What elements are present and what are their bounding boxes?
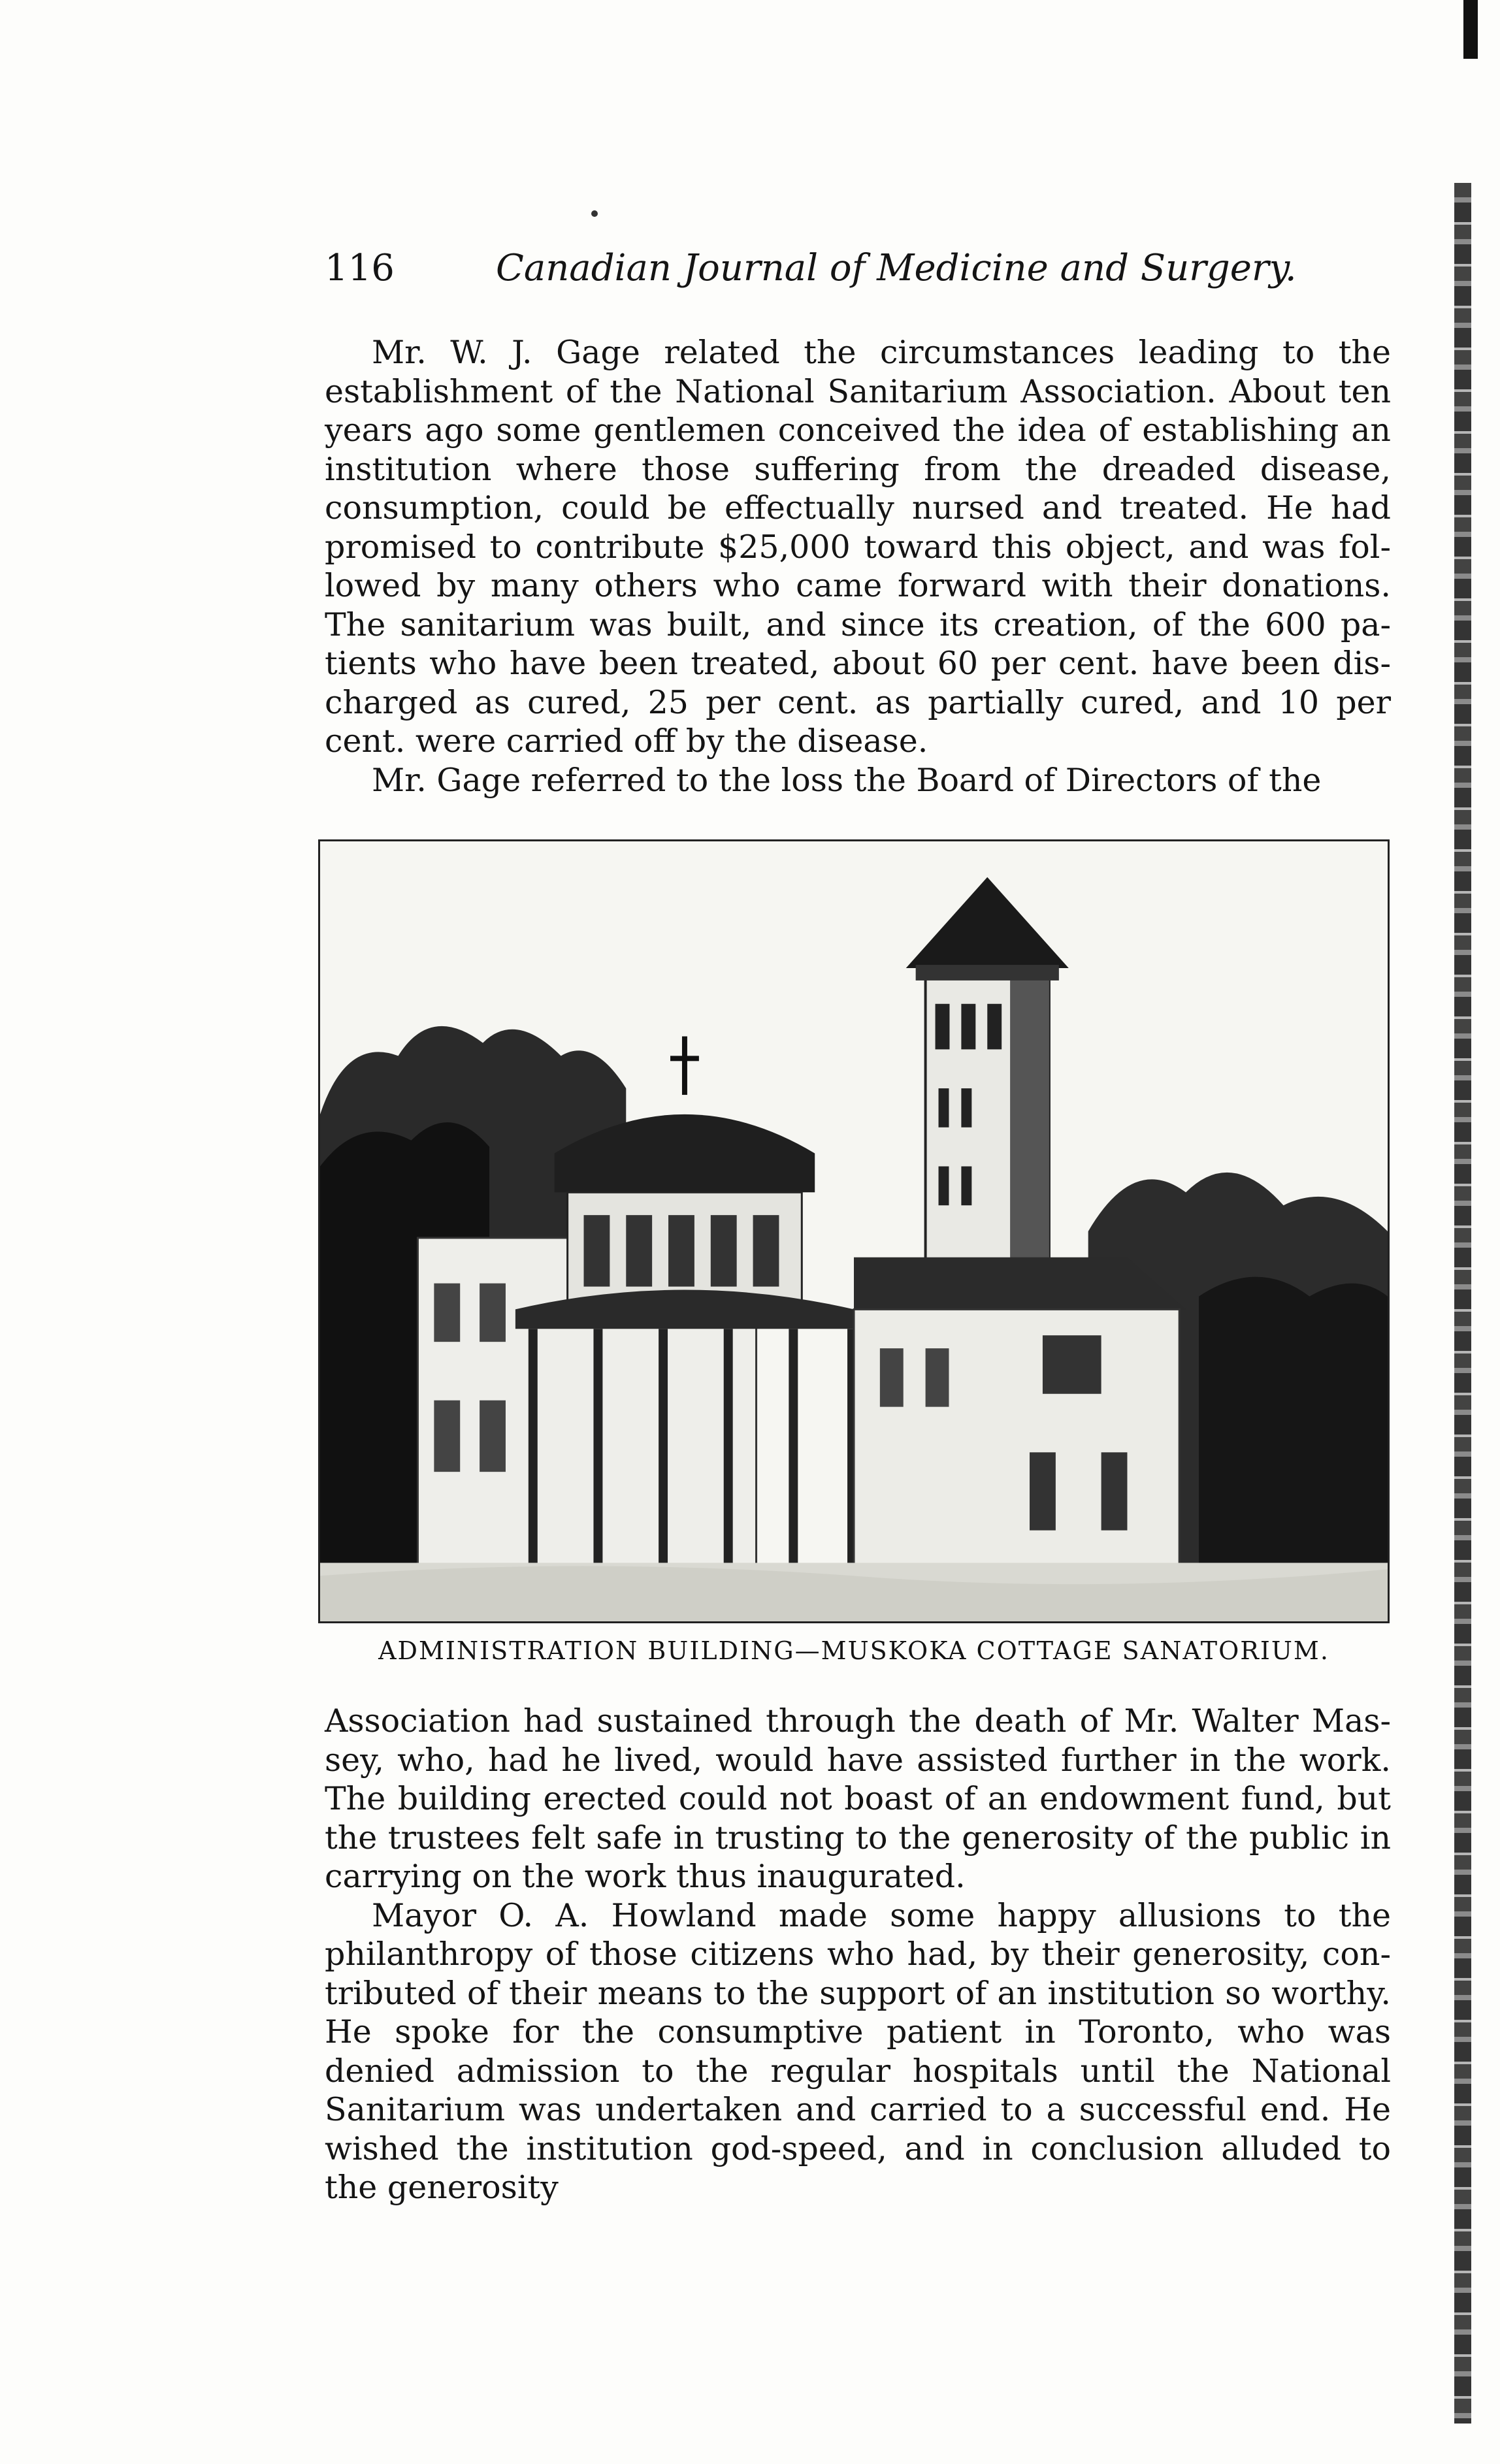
- running-head: [325, 247, 1396, 299]
- sanatorium-photograph: [318, 839, 1390, 1623]
- paragraph-gage-loss: Mr. Gage referred to the loss the Board of Directors of the: [372, 761, 1322, 799]
- article-text-bottom: [325, 1702, 1391, 2207]
- page-edge-shadow: [1454, 183, 1471, 2423]
- building-illustration: [320, 841, 1388, 1621]
- paragraph-mayor-howland: Mayor O. A. Howland made some happy allusions to the philanthropy of those citizens who had, by their generosity, contributed of their means to the support of an institution so worthy. He spoke for the consumptive patient in Toronto, who was denied admission to the regular hospitals until the National Sanitarium was undertaken and carried to a successful end. He wished the institution god-speed, and in conclusion alluded to the generosity: [325, 1896, 1391, 2206]
- journal-title: Canadian Journal of Medicine and Surgery.: [496, 247, 1297, 289]
- paragraph-association-loss: Association had sustained through the death of Mr. Walter Massey, who, had he lived, would have assisted further in the work. The building erected could not boast of an endowment fund, but the trustees felt safe in trusting to the generosity of the public in carrying on the work thus inaugurated.: [325, 1702, 1391, 1895]
- article-text-top: [325, 333, 1391, 800]
- figure-caption: ADMINISTRATION BUILDING—MUSKOKA COTTAGE SANATORIUM.: [378, 1636, 1329, 1665]
- page-number: 116: [325, 247, 395, 289]
- print-speck: [591, 210, 598, 217]
- page-edge-mark: [1463, 0, 1478, 59]
- paragraph-gage-history: Mr. W. J. Gage related the circumstances leading to the establishment of the National Sanitarium Association. About ten years ago some gentlemen conceived the idea of establishing an institution where those suffering from the dreaded disease, consumption, could be effectually nursed and treated. He had promised to contribute $25,000 toward this object, and was followed by many others who came forward with their donations. The sanitarium was built, and since its creation, of the 600 patients who have been treated, about 60 per cent. have been discharged as cured, 25 per cent. as partially cured, and 10 per cent. were carried off by the disease.: [325, 334, 1391, 760]
